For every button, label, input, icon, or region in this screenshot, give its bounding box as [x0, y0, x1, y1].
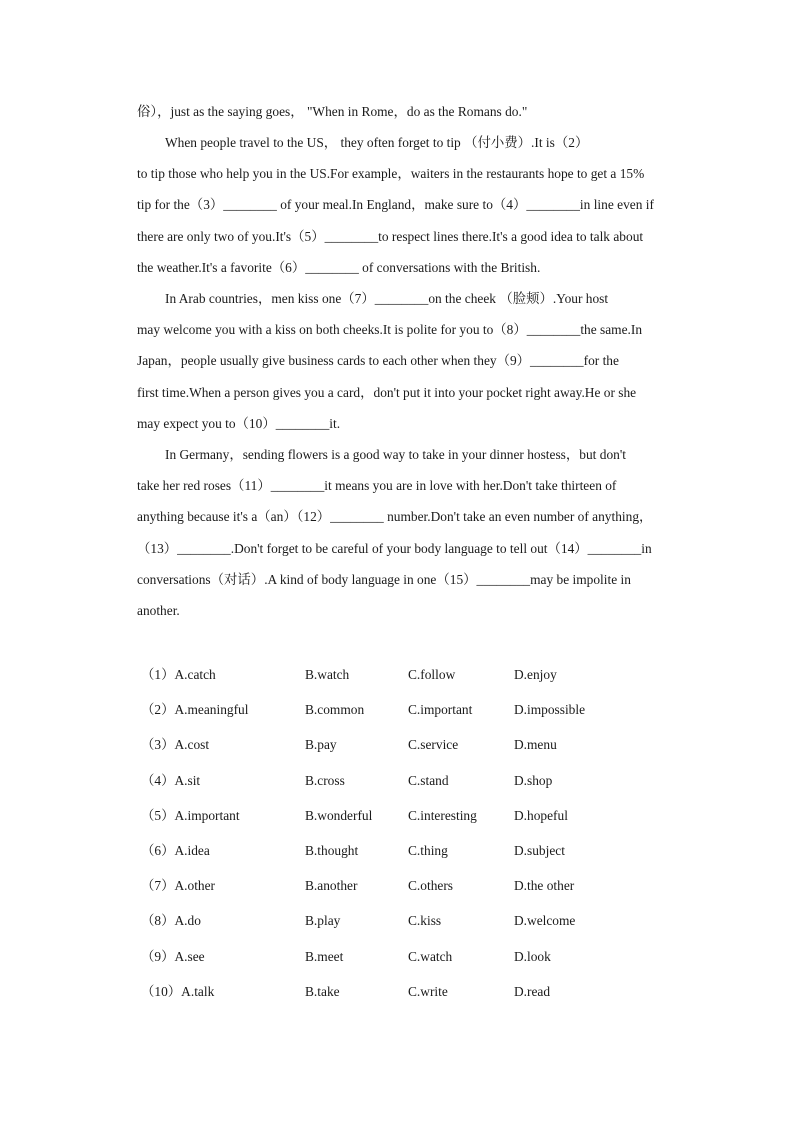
passage-line: When people travel to the US， they often forget to tip （付小费）.It is（2） [165, 135, 589, 150]
option-c[interactable]: C.kiss [408, 913, 442, 929]
passage-line: may welcome you with a kiss on both cheeks.It is polite for you to（8）________the same.In [137, 322, 643, 338]
passage-paragraph [137, 127, 677, 283]
question-row [137, 908, 677, 943]
passage-paragraph [137, 283, 677, 439]
question-row [137, 838, 677, 873]
option-a[interactable]: （10）A.talk [141, 983, 215, 999]
option-d[interactable]: D.menu [514, 737, 557, 753]
option-a[interactable]: （9）A.see [141, 948, 205, 964]
option-b[interactable]: B.common [305, 702, 365, 718]
option-c[interactable]: C.others [408, 878, 454, 894]
option-b[interactable]: B.watch [305, 667, 350, 682]
question-row [137, 662, 677, 697]
option-a[interactable]: （1）A.catch [141, 667, 216, 682]
option-c[interactable]: C.important [408, 702, 473, 718]
passage-line: take her red roses（11）________it means you are in love with her.Don't take thirteen of [137, 478, 617, 494]
question-row [137, 732, 677, 767]
option-b[interactable]: B.thought [305, 842, 359, 858]
option-a[interactable]: （6）A.idea [141, 842, 210, 858]
passage-line: 俗），just as the saying goes， "When in Rome，do as the Romans do." [137, 104, 528, 119]
option-d[interactable]: D.welcome [514, 913, 576, 929]
option-a[interactable]: （3）A.cost [141, 737, 210, 753]
option-d[interactable]: D.look [514, 948, 551, 964]
passage-line: may expect you to（10）________it. [137, 415, 341, 431]
option-c[interactable]: C.write [408, 983, 448, 999]
question-row [137, 873, 677, 908]
passage-line: there are only two of you.It's（5）________to respect lines there.It's a good idea to talk about [137, 228, 644, 244]
option-d[interactable]: D.shop [514, 772, 553, 788]
option-b[interactable]: B.wonderful [305, 807, 373, 823]
passage-line: （13）________.Don't forget to be careful of your body language to tell out（14）________in [137, 540, 652, 556]
option-a[interactable]: （5）A.important [141, 807, 240, 823]
option-b[interactable]: B.meet [305, 948, 344, 964]
option-b[interactable]: B.cross [305, 772, 345, 788]
answer-options [137, 662, 677, 1014]
option-c[interactable]: C.follow [408, 667, 456, 682]
option-b[interactable]: B.play [305, 913, 341, 929]
passage-line: anything because it's a（an）（12）________ number.Don't take an even number of anything， [137, 509, 653, 525]
question-row [137, 697, 677, 732]
question-row [137, 768, 677, 803]
option-a[interactable]: （2）A.meaningful [141, 702, 249, 718]
option-d[interactable]: D.enjoy [514, 667, 557, 682]
passage-paragraph [137, 439, 677, 626]
option-c[interactable]: C.thing [408, 842, 448, 858]
option-a[interactable]: （4）A.sit [141, 772, 201, 788]
option-a[interactable]: （7）A.other [141, 878, 216, 894]
option-c[interactable]: C.watch [408, 948, 453, 964]
passage-line: another. [137, 603, 180, 619]
option-d[interactable]: D.subject [514, 842, 565, 858]
passage-line: In Arab countries，men kiss one（7）________on the cheek （脸颊）.Your host [165, 291, 609, 306]
question-row [137, 944, 677, 979]
option-a[interactable]: （8）A.do [141, 913, 201, 929]
option-b[interactable]: B.another [305, 878, 358, 894]
passage-line: tip for the（3）________ of your meal.In England，make sure to（4）________in line even if [137, 197, 654, 213]
passage-line: conversations（对话）.A kind of body language in one（15）________may be impolite in [137, 571, 631, 587]
option-c[interactable]: C.interesting [408, 807, 477, 823]
option-d[interactable]: D.impossible [514, 702, 586, 718]
option-d[interactable]: D.hopeful [514, 807, 568, 823]
option-d[interactable]: D.the other [514, 878, 575, 894]
option-b[interactable]: B.take [305, 983, 340, 999]
passage-line: In Germany，sending flowers is a good way to take in your dinner hostess，but don't [165, 447, 626, 462]
option-b[interactable]: B.pay [305, 737, 337, 753]
passage-paragraph [137, 96, 677, 127]
passage-line: first time.When a person gives you a card，don't put it into your pocket right away.He or she [137, 384, 637, 400]
option-c[interactable]: C.service [408, 737, 459, 753]
question-row [137, 979, 677, 1014]
passage-line: the weather.It's a favorite（6）________ of conversations with the British. [137, 259, 541, 275]
option-c[interactable]: C.stand [408, 772, 449, 788]
passage-line: Japan，people usually give business cards to each other when they（9）________for the [137, 353, 619, 369]
passage-line: to tip those who help you in the US.For example，waiters in the restaurants hope to get a 15% [137, 166, 645, 182]
option-d[interactable]: D.read [514, 983, 551, 999]
question-row [137, 803, 677, 838]
